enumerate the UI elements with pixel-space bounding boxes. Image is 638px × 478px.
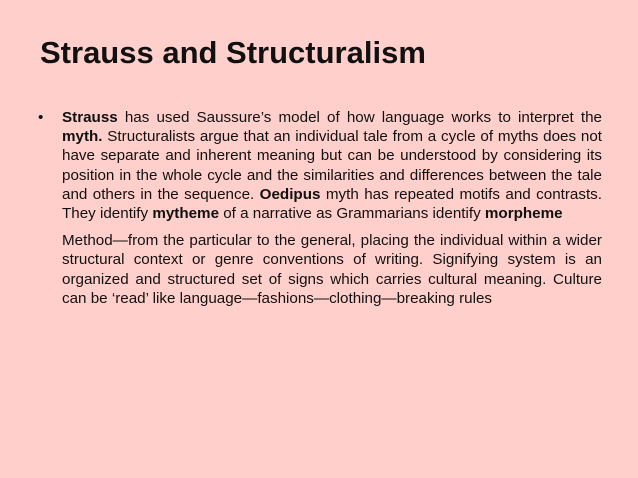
bullet-item [38,108,602,308]
slide-body [38,108,602,308]
paragraph-text: Method—from the particular to the general, placing the individual within a wider structural context or genre conventions of writing. Signifying system is an organized and structured set of signs which carries cultural meaning. Culture can be ‘read’ like language—fashions—clothing—breaking rules [62,232,602,307]
paragraph-text: has used Saussure’s model of how language works to interpret the [117,109,602,126]
bold-term: mytheme [152,205,220,223]
slide-title: Strauss and Structuralism [40,35,426,70]
bold-term: myth. [62,128,103,146]
paragraph-text: myth has repeated motifs and contrasts. They identify [62,185,602,223]
bold-term: morpheme [484,205,563,223]
paragraph-text: of a narrative as Grammarians identify [219,205,485,223]
bullet-icon: • [38,109,44,126]
bold-term: Strauss [62,109,118,126]
paragraph-text: Structuralists argue that an individual tale from a cycle of myths does not have separate and inherent meaning but can be understood by considering its position in the whole cycle and the similarities and differences between the tale and others in the sequence. [62,128,602,203]
paragraph-strauss-myth [62,108,602,223]
bold-term: Oedipus [259,185,321,203]
paragraph-method [62,231,602,308]
